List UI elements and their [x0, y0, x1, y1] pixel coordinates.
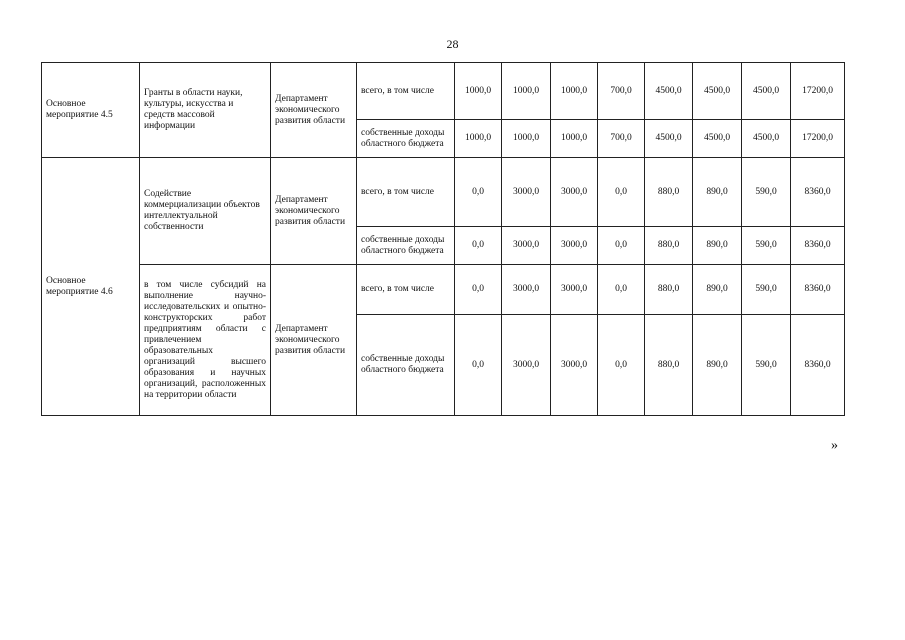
- value-cell: 3000,0: [502, 315, 551, 416]
- executor-cell: Департамент экономического развития области: [271, 158, 357, 265]
- value-cell: 0,0: [455, 158, 502, 227]
- table-row: [42, 63, 845, 120]
- table-row: [42, 265, 845, 315]
- source-cell: всего, в том числе: [357, 63, 455, 120]
- value-cell: 1000,0: [502, 63, 551, 120]
- value-cell: 0,0: [598, 227, 645, 265]
- source-cell: собственные доходы областного бюджета: [357, 227, 455, 265]
- value-cell: 880,0: [645, 227, 693, 265]
- value-cell: 880,0: [645, 158, 693, 227]
- value-cell: 3000,0: [551, 265, 598, 315]
- value-cell: 4500,0: [693, 63, 742, 120]
- total-cell: 8360,0: [791, 315, 845, 416]
- event-cell: Основное мероприятие 4.6: [42, 158, 140, 416]
- source-cell: всего, в том числе: [357, 265, 455, 315]
- value-cell: 880,0: [645, 265, 693, 315]
- total-cell: 8360,0: [791, 158, 845, 227]
- executor-cell: Департамент экономического развития области: [271, 265, 357, 416]
- value-cell: 0,0: [598, 265, 645, 315]
- value-cell: 1000,0: [502, 120, 551, 158]
- event-name-cell: Содействие коммерциализации объектов интеллектуальной собственности: [140, 158, 271, 265]
- value-cell: 0,0: [598, 158, 645, 227]
- value-cell: 890,0: [693, 265, 742, 315]
- source-cell: собственные доходы областного бюджета: [357, 315, 455, 416]
- event-name-cell: Гранты в области науки, культуры, искусства и средств массовой информации: [140, 63, 271, 158]
- value-cell: 880,0: [645, 315, 693, 416]
- source-cell: собственные доходы областного бюджета: [357, 120, 455, 158]
- value-cell: 0,0: [455, 265, 502, 315]
- value-cell: 0,0: [598, 315, 645, 416]
- value-cell: 590,0: [742, 158, 791, 227]
- executor-cell: Департамент экономического развития области: [271, 63, 357, 158]
- value-cell: 3000,0: [551, 315, 598, 416]
- table-row: [42, 158, 845, 227]
- value-cell: 4500,0: [693, 120, 742, 158]
- value-cell: 890,0: [693, 158, 742, 227]
- budget-table: [41, 62, 845, 416]
- value-cell: 1000,0: [455, 120, 502, 158]
- page-number: 28: [446, 37, 459, 51]
- total-cell: 17200,0: [791, 63, 845, 120]
- value-cell: 0,0: [455, 315, 502, 416]
- value-cell: 590,0: [742, 227, 791, 265]
- value-cell: 3000,0: [502, 265, 551, 315]
- total-cell: 8360,0: [791, 227, 845, 265]
- source-cell: всего, в том числе: [357, 158, 455, 227]
- closing-quote: »: [831, 438, 838, 453]
- subsidy-name-cell: в том числе субсидий на выполнение научно-исследовательских и опытно-конструкторских работ предприятиям области с привлечением образовательных организаций высшего образования и научных организаций, расположенных на территории области: [140, 265, 271, 416]
- total-cell: 8360,0: [791, 265, 845, 315]
- value-cell: 1000,0: [551, 63, 598, 120]
- value-cell: 590,0: [742, 315, 791, 416]
- value-cell: 700,0: [598, 63, 645, 120]
- value-cell: 890,0: [693, 227, 742, 265]
- value-cell: 4500,0: [645, 120, 693, 158]
- value-cell: 4500,0: [742, 120, 791, 158]
- value-cell: 700,0: [598, 120, 645, 158]
- value-cell: 1000,0: [551, 120, 598, 158]
- total-cell: 17200,0: [791, 120, 845, 158]
- value-cell: 3000,0: [551, 227, 598, 265]
- value-cell: 1000,0: [455, 63, 502, 120]
- value-cell: 590,0: [742, 265, 791, 315]
- value-cell: 3000,0: [551, 158, 598, 227]
- value-cell: 3000,0: [502, 158, 551, 227]
- value-cell: 4500,0: [742, 63, 791, 120]
- value-cell: 890,0: [693, 315, 742, 416]
- value-cell: 0,0: [455, 227, 502, 265]
- value-cell: 3000,0: [502, 227, 551, 265]
- event-cell: Основное мероприятие 4.5: [42, 63, 140, 158]
- value-cell: 4500,0: [645, 63, 693, 120]
